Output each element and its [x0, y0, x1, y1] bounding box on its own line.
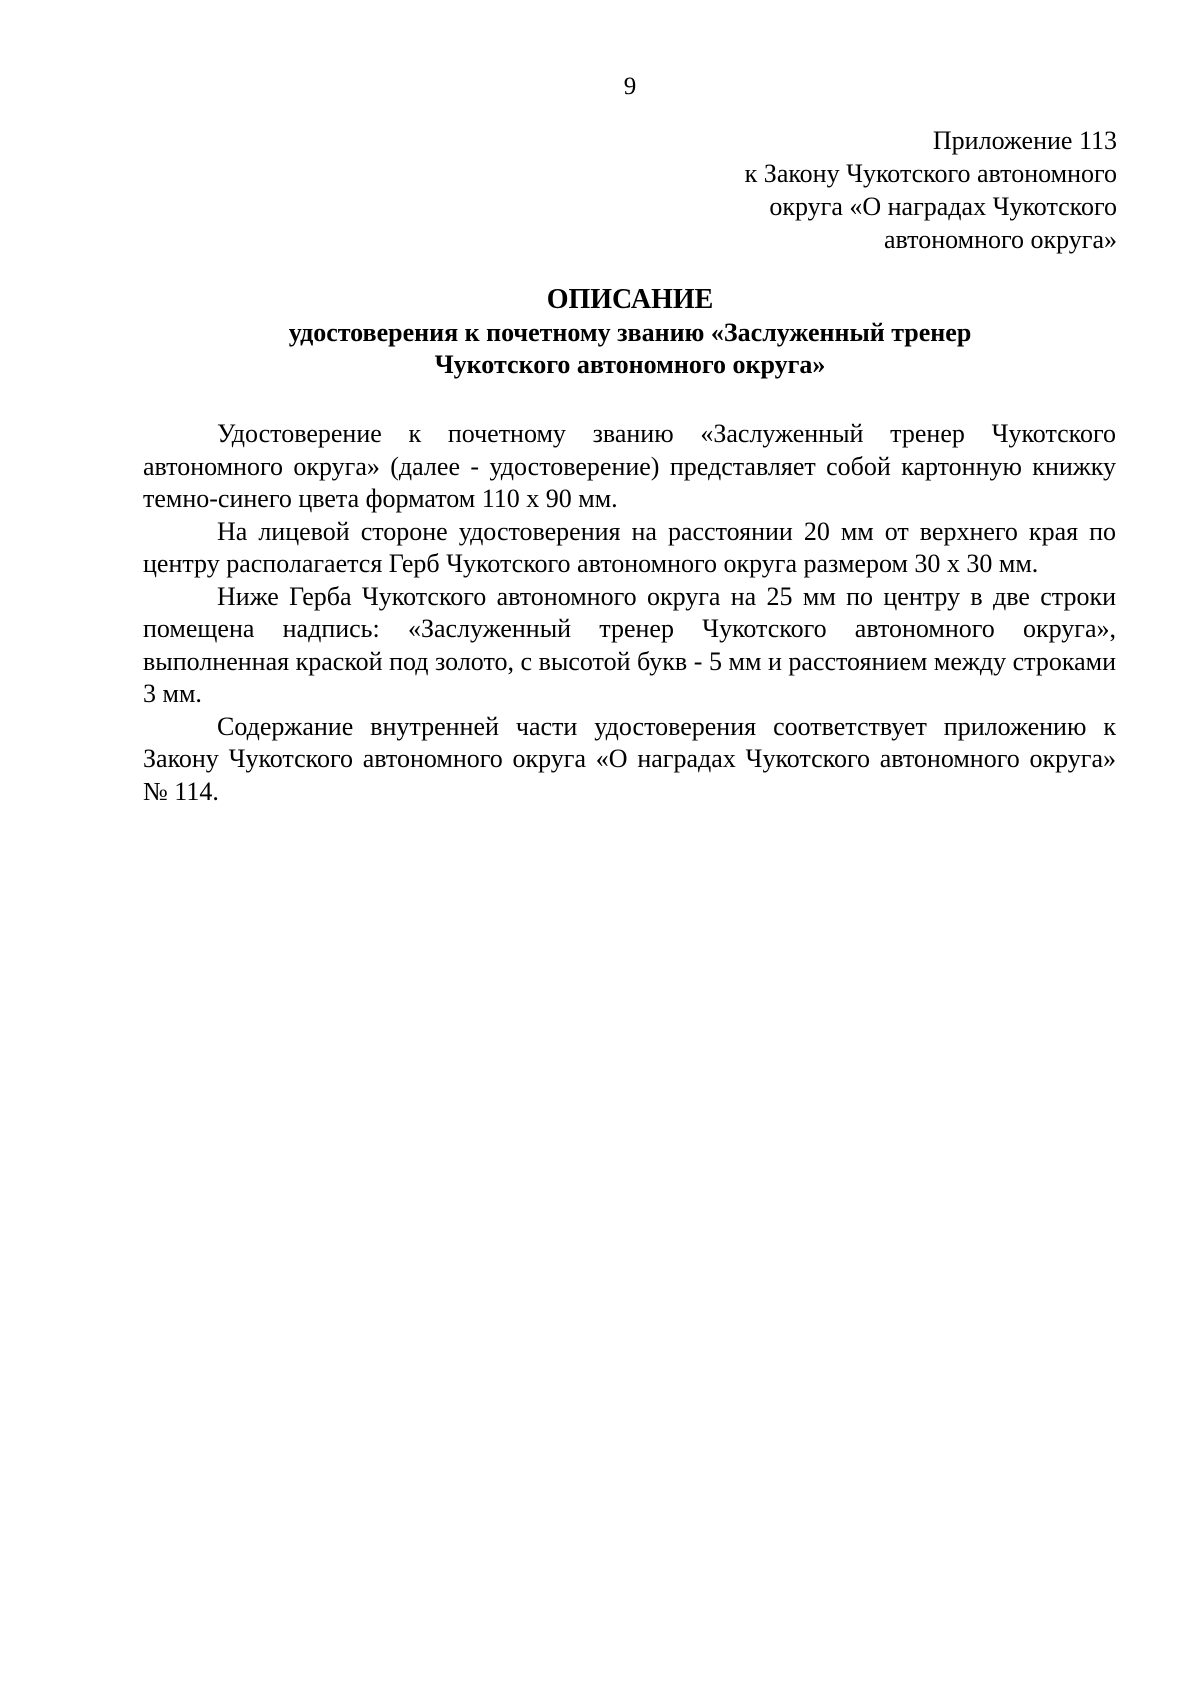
document-body — [143, 418, 1116, 808]
body-paragraph: Ниже Герба Чукотского автономного округа на 25 мм по центру в две строки помещена надпись: «Заслуженный тренер Чукотского автономного округа», выполненная краской под золото, с высотой букв - 5 мм и расстоянием между строками 3 мм. — [143, 581, 1116, 708]
document-title — [130, 282, 1130, 381]
appendix-reference — [597, 124, 1117, 256]
body-paragraph: Удостоверение к почетному званию «Заслуженный тренер Чукотского автономного округа» (далее - удостоверение) представляет собой картонную книжку темно-синего цвета форматом 110 х 90 мм. — [143, 419, 1116, 513]
title-subtitle-line: Чукотского автономного округа» — [434, 350, 826, 379]
body-paragraph: Содержание внутренней части удостоверения соответствует приложению к Закону Чукотского автономного округа «О наградах Чукотского автономного округа» № 114. — [143, 711, 1116, 806]
appendix-line: Приложение 113 — [932, 126, 1117, 155]
title-main: ОПИСАНИЕ — [546, 284, 714, 315]
body-paragraph: На лицевой стороне удостоверения на расстоянии 20 мм от верхнего края по центру располагается Герб Чукотского автономного округа размером 30 х 30 мм. — [143, 516, 1116, 578]
appendix-line: к Закону Чукотского автономного — [744, 159, 1117, 188]
title-subtitle-line: удостоверения к почетному званию «Заслуженный тренер — [288, 318, 972, 347]
appendix-line: округа «О наградах Чукотского — [769, 192, 1117, 221]
appendix-line: автономного округа» — [884, 225, 1117, 254]
page-number: 9 — [623, 73, 637, 100]
